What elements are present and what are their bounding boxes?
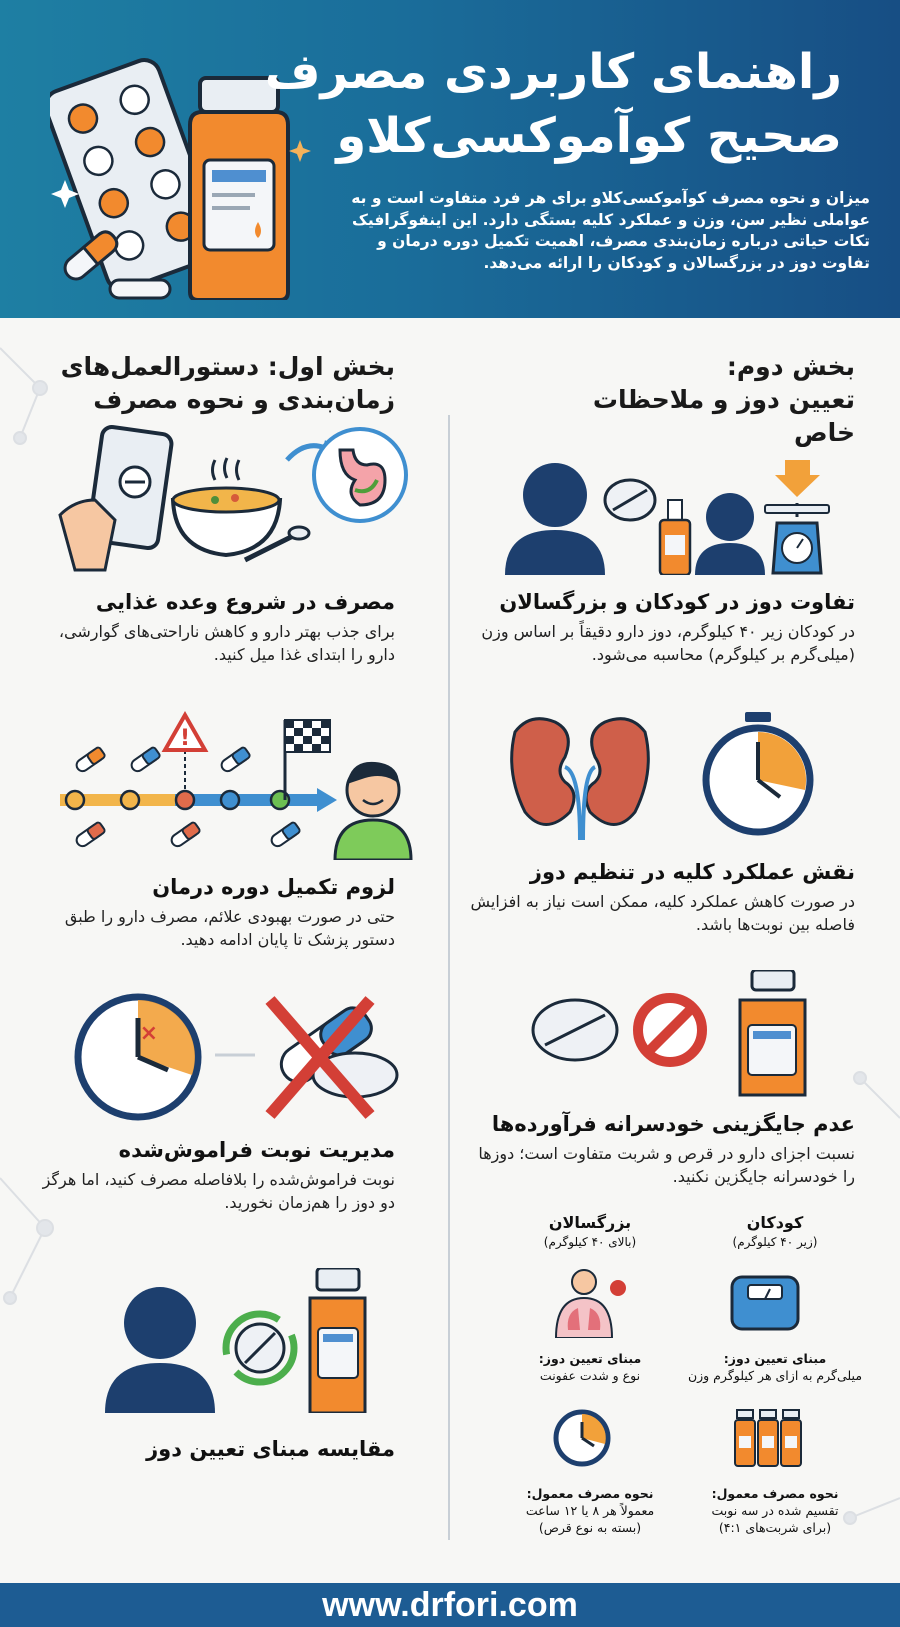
website-url[interactable]: www.drfori.com [322,1585,578,1624]
missed-dose-illustration [70,990,410,1125]
tip-title: مصرف در شروع وعده غذایی [95,590,395,614]
compare-children-usage: نحوه مصرف معمول: تقسیم شده در سه نوبت (برای شربت‌های ۴:۱) [711,1486,839,1535]
child-adult-dose-illustration [505,455,845,575]
soup-bowl-icon [173,458,309,560]
tip-title: تفاوت دوز در کودکان و بزرگسالان [499,590,855,614]
tablet-icon [533,1000,617,1060]
header-description: میزان و نحوه مصرف کوآموکسی‌کلاو برای هر فرد متفاوت است و به عواملی نظیر سن، وزن و عملکرد کلیه بستگی دارد. این اینفوگرافیک تکات حیاتی درباره زمان‌بندی مصرف، اهمیت تکمیل دوره درمان و تفاوت دوز در بزرگسالان و کودکان را ارائه می‌دهد. [351,189,870,272]
syrup-bottle-icon [310,1268,365,1413]
tip-text: در صورت کاهش عملکرد کلیه، ممکن است نیاز به افزایش فاصله بین نوبت‌ها باشد. [470,892,855,934]
complete-course-illustration [55,710,425,860]
prohibited-icon [638,998,702,1062]
syrup-bottle-icon [740,970,805,1095]
tip-child-adult-dose [465,588,855,666]
page-title: راهنمای کاربردی مصرف صحیح کوآموکسی‌کلاو [264,44,842,164]
tip-no-substitution [465,1110,855,1188]
tip-text: نوبت فراموش‌شده را بلافاصله مصرف کنید، اما هرگز دو دوز را هم‌زمان نخورید. [42,1170,395,1212]
no-substitution-illustration [530,970,820,1098]
tip-complete-course [35,873,395,951]
section-one-title: بخش اول: دستورالعمل‌های زمان‌بندی و نحوه مصرف [60,352,395,414]
dropper-bottle-icon [660,500,690,575]
no-double-dose-icon [270,1000,397,1115]
scale-icon [765,460,829,573]
tip-text: برای جذب بهتر دارو و کاهش ناراحتی‌های گوارشی، دارو را ابتدای غذا میل کنید. [58,622,395,664]
svg-text:×: × [139,1021,158,1046]
tip-dose-basis [35,1435,395,1463]
svg-text:!: ! [179,726,191,751]
person-silhouette-icon [105,1287,215,1413]
finish-flag-icon [285,720,330,752]
column-divider [448,415,450,1540]
dose-basis-illustration [105,1268,385,1413]
tip-title: نقش عملکرد کلیه در تنظیم دوز [529,860,855,884]
compare-adults-header: بزرگسالان (بالای ۴۰ کیلوگرم) [543,1213,637,1249]
adult-silhouette-icon [505,463,605,575]
stopwatch-icon [706,712,810,832]
person-icon [335,762,411,860]
tip-title: مقایسه مبنای تعیین دوز [146,1437,395,1461]
clock-icon [78,997,198,1117]
tip-title: لزوم تکمیل دوره درمان [152,875,395,899]
bathroom-scale-icon [730,1275,800,1331]
stomach-icon [314,429,406,521]
tip-title: عدم جایگزینی خودسرانه فرآورده‌ها [491,1112,855,1136]
compare-children-basis: مبنای تعیین دوز: میلی‌گرم به ازای هر کیلوگرم وزن [687,1351,863,1383]
tip-text: نسبت اجزای دارو در قرص و شربت متفاوت است؛ دوزها را خودسرانه جایگزین نکنید. [478,1144,855,1186]
header-banner [0,0,900,318]
tablet-cycle-icon [226,1314,294,1382]
lungs-infection-icon [548,1268,632,1338]
clock-icon [552,1408,612,1468]
tablet-icon [605,480,655,520]
tip-text: در کودکان زیر ۴۰ کیلوگرم، دوز دارو دقیقاً بر اساس وزن (میلی‌گرم بر کیلوگرم) محاسبه می‌شود. [481,622,855,664]
compare-adults-basis: مبنای تعیین دوز: نوع و شدت عفونت [538,1351,642,1383]
compare-adults-usage: نحوه مصرف معمول: معمولاً هر ۸ یا ۱۲ ساعت (بسته به نوع قرص) [525,1486,655,1535]
kidney-interval-illustration [505,712,835,840]
three-bottles-icon [733,1408,803,1468]
section-two-title: بخش دوم: تعیین دوز و ملاحظات خاص [592,352,855,447]
tip-title: مدیریت نوبت فراموش‌شده [118,1138,395,1162]
compare-children-header: کودکان (زیر ۴۰ کیلوگرم) [732,1213,818,1249]
kidney-icon [512,719,649,840]
meal-timing-illustration [55,420,415,580]
tip-missed-dose [35,1136,395,1214]
phone-icon [60,426,173,570]
footer-bar [0,1583,900,1627]
tip-meal-timing [35,588,395,666]
child-silhouette-icon [695,493,765,575]
tip-text: حتی در صورت بهبودی علائم، مصرف دارو را طبق دستور پزشک تا پایان ادامه دهید. [64,907,395,949]
tip-kidney-function [465,858,855,936]
